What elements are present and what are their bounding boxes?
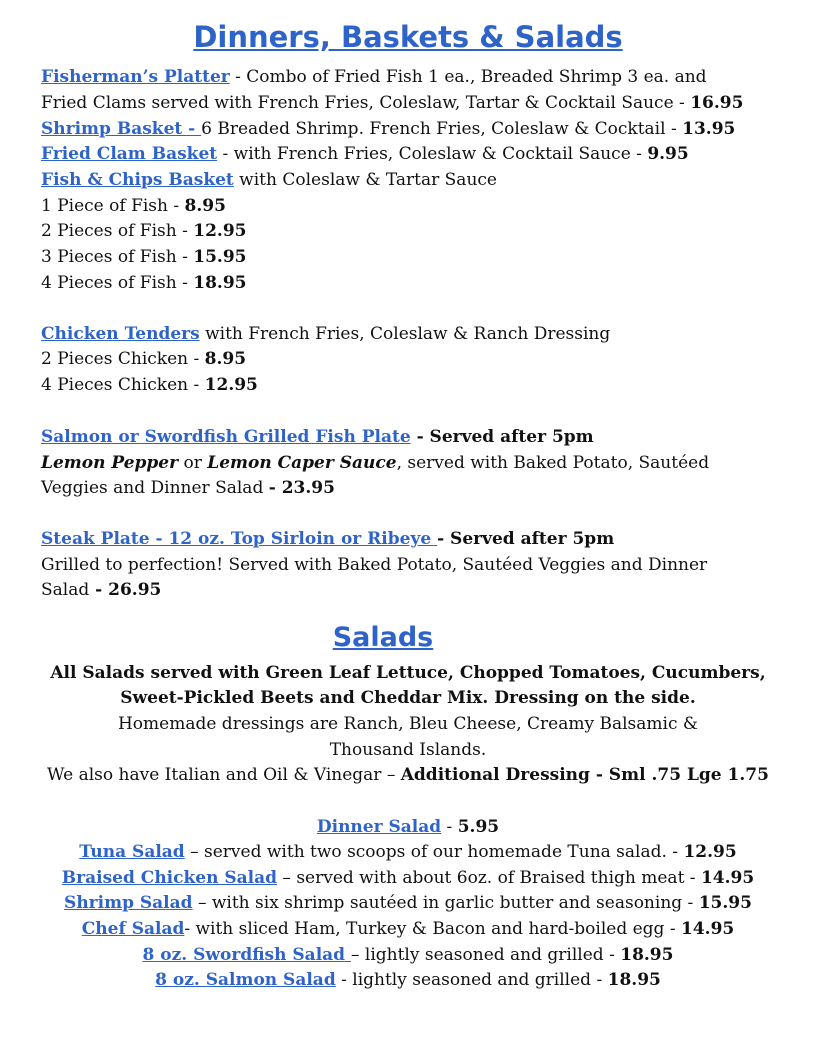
salads-intro-line-5 — [0, 764, 816, 786]
grilled-fish-line-1 — [41, 426, 594, 448]
steak-note: - Served after 5pm — [437, 529, 615, 549]
salad-item-price: 14.95 — [681, 919, 735, 939]
fish-chips-basket-link[interactable]: Fish & Chips Basket — [41, 170, 234, 190]
fish-option-label: 1 Piece of Fish - — [41, 196, 185, 216]
salad-item-desc: – served with two scoops of our homemade Tuna salad. - — [184, 842, 684, 862]
dinner-salad-link[interactable]: Dinner Salad — [316, 817, 442, 837]
chicken-tenders-desc: with French Fries, Coleslaw & Ranch Dressing — [199, 324, 611, 344]
steak-line-1 — [41, 528, 614, 550]
chicken-tenders-link[interactable]: Chicken Tenders — [41, 324, 200, 344]
fish-option — [41, 195, 226, 217]
salad-item-shrimp — [0, 892, 816, 914]
salads-intro-line-2: Sweet-Pickled Beets and Cheddar Mix. Dressing on the side. — [120, 688, 696, 708]
grilled-fish-desc-2: Veggies and Dinner Salad — [41, 478, 269, 498]
salad-item-price: 18.95 — [620, 945, 674, 965]
salads-heading: Salads — [332, 622, 434, 653]
chicken-option — [41, 348, 246, 370]
salad-item-desc: – lightly seasoned and grilled - — [350, 945, 621, 965]
steak-price: - 26.95 — [89, 580, 162, 600]
salad-item-desc: - — [441, 817, 458, 837]
steak-desc-2: Salad — [41, 580, 90, 600]
fish-option-price: 15.95 — [193, 247, 247, 267]
grilled-fish-line-3 — [41, 477, 335, 499]
fishermans-platter-link[interactable]: Fisherman’s Platter — [41, 67, 230, 87]
fish-option — [41, 220, 247, 242]
fish-chips-desc: with Coleslaw & Tartar Sauce — [233, 170, 497, 190]
salad-item-price: 14.95 — [700, 868, 755, 888]
salad-item-desc: - with sliced Ham, Turkey & Bacon and hard-boiled egg - — [184, 919, 681, 939]
clam-basket-line — [41, 143, 689, 165]
salad-item-price: 18.95 — [607, 970, 661, 990]
steak-desc-1: Grilled to perfection! Served with Baked Potato, Sautéed Veggies and Dinner — [41, 555, 708, 575]
grilled-fish-plate-link[interactable]: Salmon or Swordfish Grilled Fish Plate — [41, 427, 411, 447]
fisherman-desc-2: Fried Clams served with French Fries, Coleslaw, Tartar & Cocktail Sauce - — [41, 93, 691, 113]
salmon-salad-link[interactable]: 8 oz. Salmon Salad — [155, 970, 336, 990]
lemon-caper-sauce: Lemon Caper Sauce — [207, 453, 397, 473]
salad-item-price: 5.95 — [457, 817, 500, 837]
salad-item-desc: – served with about 6oz. of Braised thigh meat - — [277, 868, 701, 888]
sauce-or: or — [178, 453, 208, 473]
salad-item-tuna — [0, 841, 816, 863]
steak-plate-link[interactable]: Steak Plate - 12 oz. Top Sirloin or Ribeye — [41, 529, 438, 549]
lemon-pepper-sauce: Lemon Pepper — [41, 453, 179, 473]
fisherman-desc-1: - Combo of Fried Fish 1 ea., Breaded Shrimp 3 ea. and — [229, 67, 707, 87]
chicken-option-price: 12.95 — [204, 375, 258, 395]
fish-option-price: 12.95 — [193, 221, 247, 241]
tuna-salad-link[interactable]: Tuna Salad — [79, 842, 185, 862]
fisherman-price: 16.95 — [690, 93, 744, 113]
chicken-option-price: 8.95 — [204, 349, 247, 369]
salad-item-price: 12.95 — [683, 842, 737, 862]
fish-option-label: 4 Pieces of Fish - — [41, 273, 194, 293]
additional-dressing-price: Additional Dressing - Sml .75 Lge 1.75 — [400, 765, 769, 785]
italian-dressing-note: We also have Italian and Oil & Vinegar – — [47, 765, 401, 785]
salad-item-salmon — [0, 969, 816, 991]
salad-item-braised-chicken — [0, 867, 816, 889]
fish-option — [41, 272, 247, 294]
salad-item-chef — [0, 918, 816, 940]
grilled-fish-line-2 — [41, 452, 709, 474]
clam-basket-price: 9.95 — [647, 144, 689, 164]
chicken-tenders-line — [41, 323, 610, 345]
salad-item-desc: – with six shrimp sautéed in garlic butter and seasoning - — [192, 893, 699, 913]
salads-intro-line-1: All Salads served with Green Leaf Lettuce, Chopped Tomatoes, Cucumbers, — [50, 663, 766, 683]
chicken-option-label: 4 Pieces Chicken - — [41, 375, 205, 395]
salads-intro-line-3: Homemade dressings are Ranch, Bleu Cheese, Creamy Balsamic & — [117, 714, 699, 734]
fisherman-line-1 — [41, 66, 707, 88]
salads-intro-line-4: Thousand Islands. — [329, 740, 487, 760]
fish-option — [41, 246, 247, 268]
swordfish-salad-link[interactable]: 8 oz. Swordfish Salad — [142, 945, 351, 965]
shrimp-basket-link[interactable]: Shrimp Basket - — [41, 119, 202, 139]
fried-clam-basket-link[interactable]: Fried Clam Basket — [41, 144, 218, 164]
salad-item-price: 15.95 — [698, 893, 752, 913]
chicken-option — [41, 374, 258, 396]
salad-item-desc: - lightly seasoned and grilled - — [335, 970, 608, 990]
braised-chicken-salad-link[interactable]: Braised Chicken Salad — [61, 868, 278, 888]
dinners-heading: Dinners, Baskets & Salads — [193, 20, 623, 54]
clam-basket-desc: - with French Fries, Coleslaw & Cocktail Sauce - — [217, 144, 648, 164]
chicken-option-label: 2 Pieces Chicken - — [41, 349, 205, 369]
shrimp-salad-link[interactable]: Shrimp Salad — [64, 893, 193, 913]
salad-item-dinner — [0, 816, 816, 838]
grilled-fish-note: - Served after 5pm — [410, 427, 594, 447]
shrimp-basket-line — [41, 118, 735, 140]
steak-line-3 — [41, 579, 161, 601]
fish-option-label: 2 Pieces of Fish - — [41, 221, 194, 241]
grilled-fish-desc-1: , served with Baked Potato, Sautéed — [396, 453, 710, 473]
chef-salad-link[interactable]: Chef Salad — [81, 919, 185, 939]
salad-item-swordfish — [0, 944, 816, 966]
shrimp-basket-desc: 6 Breaded Shrimp. French Fries, Coleslaw & Cocktail - — [201, 119, 683, 139]
fisherman-line-2 — [41, 92, 743, 114]
grilled-fish-price: - 23.95 — [268, 478, 335, 498]
fish-option-label: 3 Pieces of Fish - — [41, 247, 194, 267]
shrimp-basket-price: 13.95 — [682, 119, 736, 139]
steak-line-2 — [41, 554, 707, 576]
fish-option-price: 18.95 — [193, 273, 247, 293]
fish-option-price: 8.95 — [184, 196, 226, 216]
fish-chips-line — [41, 169, 497, 191]
